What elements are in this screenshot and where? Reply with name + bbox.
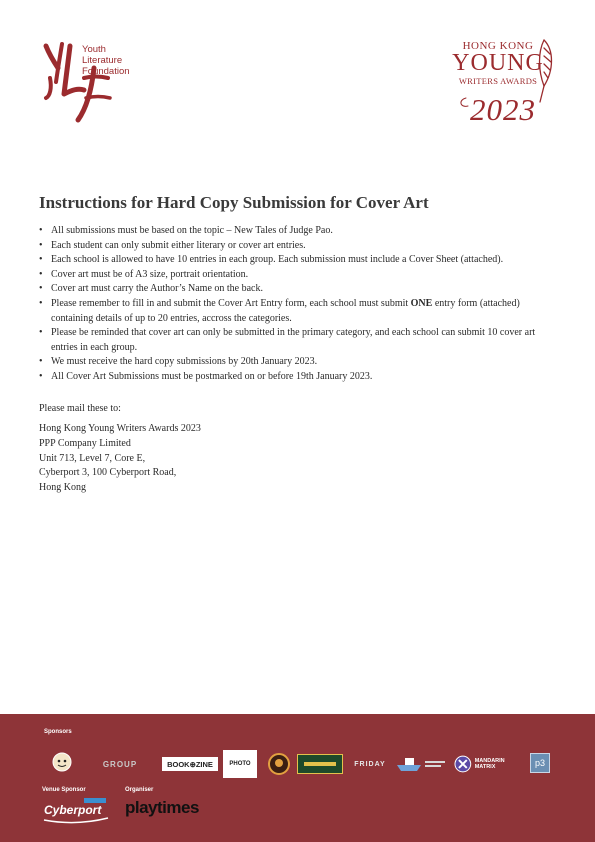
rule-item: • All Cover Art Submissions must be postmarked on or before 19th January 2023. bbox=[39, 370, 559, 385]
hkywa-line-3: WRITERS AWARDS bbox=[458, 76, 538, 86]
playtimes-logo: playtimes bbox=[125, 798, 199, 817]
sponsors-label: Sponsors bbox=[44, 729, 72, 735]
address-line: Unit 713, Level 7, Core E, bbox=[39, 452, 146, 464]
book-a-zine-logo: BOOK⊕ZINE bbox=[162, 757, 218, 771]
rule-item: • Cover art must be of A3 size, portrait orientation. bbox=[39, 268, 559, 283]
hkywa-line-1: HONG KONG bbox=[462, 40, 534, 52]
marcos-mei-logo bbox=[50, 750, 74, 778]
ylf-line-2: Literature bbox=[82, 55, 123, 66]
address-line: PPP Company Limited bbox=[39, 437, 131, 449]
address-line: Cyberport 3, 100 Cyberport Road, bbox=[39, 467, 177, 479]
ylf-line-1: Youth bbox=[82, 44, 106, 55]
rule-item: • Please be reminded that cover art can only be submitted in the primary category, and each school can submit 10 cover art entries in each group. bbox=[39, 326, 559, 355]
rule-item: • We must receive the hard copy submissions by 20th January 2023. bbox=[39, 355, 559, 370]
p3-logo: p3 bbox=[530, 753, 550, 773]
emphasis-one: ONE bbox=[410, 297, 433, 309]
rule-item: • All submissions must be based on the topic – New Tales of Judge Pao. bbox=[39, 224, 559, 239]
address-line: Hong Kong bbox=[39, 482, 86, 494]
page-title: Instructions for Hard Copy Submission for Cover Art bbox=[39, 193, 429, 212]
rule-item: • Each student can only submit either literary or cover art entries. bbox=[39, 239, 559, 254]
rule-item: • Cover art must carry the Author’s Name on the back. bbox=[39, 282, 559, 297]
ship-logo bbox=[394, 750, 448, 778]
rule-item: • Each school is allowed to have 10 entries in each group. Each submission must include a Cover Sheet (attached). bbox=[39, 253, 559, 268]
rule-item: • Please remember to fill in and submit the Cover Art Entry form, each school must submit ONE entry form (attached) containing details of up to 20 entries, accross the categories. bbox=[39, 297, 559, 326]
rules-list bbox=[39, 224, 559, 385]
cyberport-text: Cyberport bbox=[44, 803, 102, 817]
cyberport-logo bbox=[42, 798, 110, 824]
mandarin-matrix-logo bbox=[454, 750, 526, 778]
venue-sponsor-label: Venue Sponsor bbox=[42, 787, 86, 793]
hkywa-year: 2023 bbox=[470, 92, 536, 127]
ylf-wordmark bbox=[82, 44, 130, 77]
sponsor-logos bbox=[44, 750, 554, 780]
mailing-address bbox=[39, 422, 201, 496]
group-international-logo: GROUP bbox=[102, 759, 138, 769]
friday-logo: FRIDAY bbox=[354, 760, 386, 768]
organiser-label: Organiser bbox=[125, 787, 154, 793]
mascot-logo bbox=[266, 750, 292, 778]
ylf-line-3: Foundation bbox=[82, 66, 130, 77]
green-badge-logo bbox=[297, 754, 343, 774]
mandarin-matrix-text: MANDARIN MATRIX bbox=[474, 758, 505, 770]
address-line: Hong Kong Young Writers Awards 2023 bbox=[39, 423, 201, 434]
photo-logo: PHOTO bbox=[223, 750, 257, 778]
hkywa-line-2: YOUNG bbox=[452, 50, 544, 76]
mail-heading: Please mail these to: bbox=[39, 403, 121, 414]
